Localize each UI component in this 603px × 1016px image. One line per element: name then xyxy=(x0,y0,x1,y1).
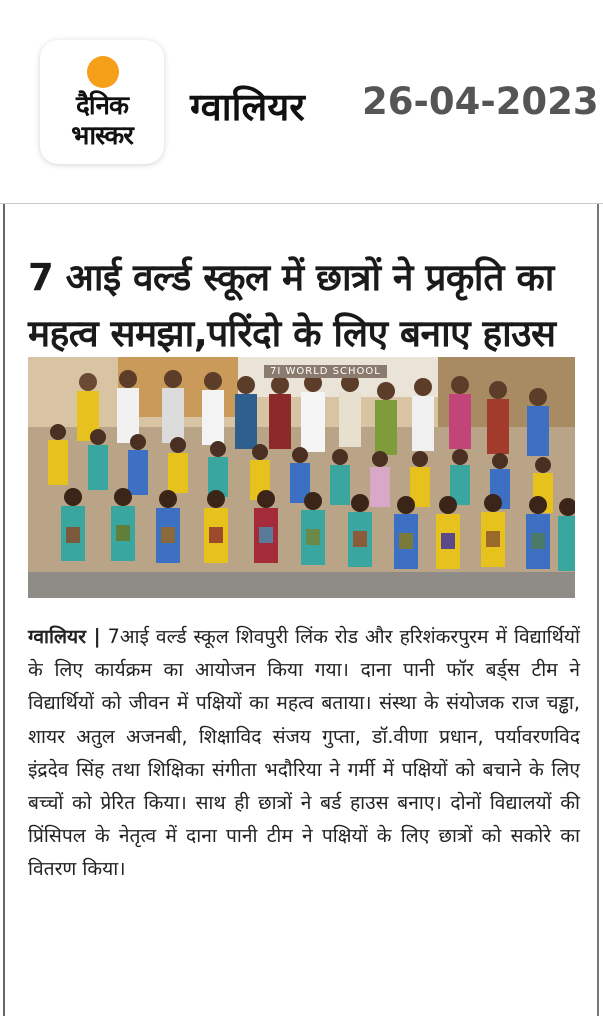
school-banner: 7I WORLD SCHOOL xyxy=(264,365,387,378)
edition-city: ग्वालियर xyxy=(190,85,305,129)
article-photo[interactable] xyxy=(28,357,575,598)
article-body xyxy=(28,620,580,886)
headline-line-1: 7 आई वर्ल्ड स्कूल में छात्रों ने प्रकृति का xyxy=(28,256,554,299)
logo-text-line2: भास्कर xyxy=(71,121,133,151)
article-location: ग्वालियर | xyxy=(28,625,101,648)
dainik-bhaskar-logo[interactable] xyxy=(40,40,164,164)
app-header xyxy=(0,0,603,200)
edition-date: 26-04-2023 xyxy=(362,80,599,123)
headline-line-2: महत्व समझा,परिंदो के लिए बनाए हाउस xyxy=(28,312,556,355)
logo-text-line1: दैनिक xyxy=(76,91,128,121)
article-body-text: 7आई वर्ल्ड स्कूल शिवपुरी लिंक रोड और हरिशंकरपुरम में विद्यार्थियों के लिए कार्यक्रम का आयोजन किया गया। दाना पानी फॉर बर्ड्स टीम ने विद्यार्थियों को जीवन में पक्षियों का महत्व बताया। संस्था के संयोजक राज चड्ढा, शायर अतुल अजनबी, शिक्षाविद संजय गुप्ता, डॉ.वीणा प्रधान, पर्यावरणविद इंद्रदेव सिंह तथा शिक्षिका संगीता भदौरिया ने गर्मी में पक्षियों को बचाने के लिए बच्चों को प्रेरित किया। साथ ही छात्रों ने बर्ड हाउस बनाए। दोनों विद्यालयों की प्रिंसिपल के नेतृत्व में दाना पानी टीम ने पक्षियों के लिए छात्रों को सकोरे का वितरण किया। xyxy=(28,625,580,881)
clipping-right-border xyxy=(597,204,599,1016)
group-photo-illustration xyxy=(28,357,575,598)
sun-icon xyxy=(87,56,119,88)
clipping-left-border xyxy=(3,204,5,1016)
article-headline xyxy=(28,250,588,362)
